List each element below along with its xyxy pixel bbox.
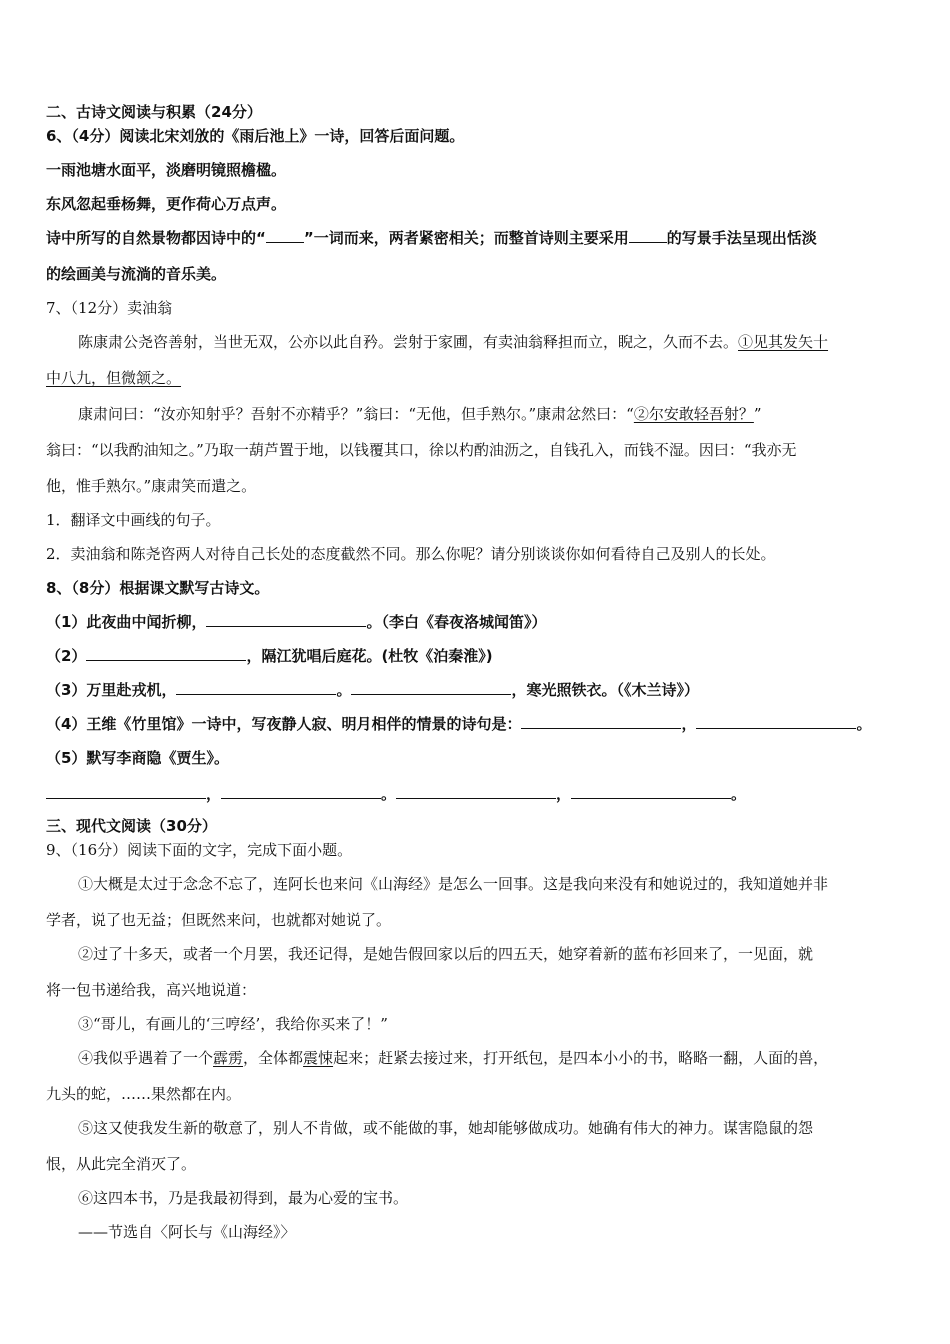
- q9-para-6: ⑥这四本书，乃是我最初得到，最为心爱的宝书。: [78, 1189, 409, 1207]
- q9-para-1-line-2: 学者，说了也无益；但既然来问，也就都对她说了。: [46, 911, 392, 929]
- q8-item-3-blank-1[interactable]: [176, 680, 336, 695]
- q9-para-4-line-1: [78, 1048, 910, 1068]
- q8-item-1: [46, 612, 910, 632]
- q6-stem-text: 6、（4分）阅读北宋刘攽的《雨后池上》一诗，回答后面问题。: [46, 127, 465, 145]
- q8-item-3: [46, 680, 910, 700]
- q8-item-5-sep-3: ，: [556, 785, 572, 803]
- q8-item-5: （5）默写李商隐《贾生》。: [46, 749, 229, 767]
- q8-item-3-text-a: （3）万里赴戎机，: [46, 681, 177, 699]
- q8-item-3-text-b: 。: [336, 681, 352, 699]
- q7-para-2-text-a: 康肃问曰：“汝亦知射乎？吾射不亦精乎？”翁曰：“无他，但手熟尔。”康肃忿然曰：“: [78, 405, 634, 423]
- q8-item-4-text-a: （4）王维《竹里馆》一诗中，写夜静人寂、明月相伴的情景的诗句是：: [46, 715, 522, 733]
- q7-para-1-line-1: [78, 332, 910, 352]
- q8-item-5-blank-2[interactable]: [221, 784, 381, 799]
- q8-item-1-blank[interactable]: [206, 612, 366, 627]
- q8-item-3-blank-2[interactable]: [351, 680, 511, 695]
- section-3-title: 三、现代文阅读（30分）: [46, 817, 217, 835]
- q9-para-4-text-b: ，全体都: [243, 1049, 304, 1067]
- q6-poem-line-2: 东风忽起垂杨舞，更作荷心万点声。: [46, 195, 287, 213]
- section-2-title: 二、古诗文阅读与积累（24分）: [46, 103, 262, 121]
- q7-sub-question-1: 1．翻译文中画线的句子。: [46, 511, 221, 529]
- q8-item-5-blank-3[interactable]: [396, 784, 556, 799]
- q6-question-part-1: 诗中所写的自然景物都因诗中的“: [46, 229, 266, 247]
- q8-item-1-text-b: 。（李白《春夜洛城闻笛》）: [366, 613, 547, 631]
- q6-blank-1[interactable]: [266, 228, 304, 243]
- q6-blank-2[interactable]: [629, 228, 667, 243]
- q8-item-5-sep-4: 。: [731, 785, 747, 803]
- q7-para-2-line-2: 翁曰：“以我酌油知之。”乃取一葫芦置于地，以钱覆其口，徐以杓酌油沥之，自钱孔入，而钱不湿。因曰：“我亦无: [46, 441, 797, 459]
- q9-para-5-line-1: ⑤这又使我发生新的敬意了，别人不肯做，或不能做的事，她却能够做成功。她确有伟大的神力。谋害隐鼠的怨: [78, 1119, 814, 1137]
- q8-item-1-text-a: （1）此夜曲中闻折柳，: [46, 613, 207, 631]
- q8-item-5-answer-line: [46, 784, 910, 804]
- q9-para-5-line-2: 恨，从此完全消灭了。: [46, 1155, 197, 1173]
- q9-para-2-line-1: ②过了十多天，或者一个月罢，我还记得，是她告假回家以后的四五天，她穿着新的蓝布衫回来了，一见面，就: [78, 945, 814, 963]
- q8-item-4-blank-2[interactable]: [696, 714, 856, 729]
- q8-item-2-text-b: ，隔江犹唱后庭花。(杜牧《泊秦淮》): [246, 647, 493, 665]
- q8-item-4-text-c: 。: [856, 715, 872, 733]
- q9-para-2-line-2: 将一包书递给我，高兴地说道：: [46, 981, 257, 999]
- q6-question-part-2: ”一词而来，两者紧密相关；而整首诗则主要采用: [303, 229, 629, 247]
- q9-para-4-line-2: 九头的蛇，……果然都在内。: [46, 1085, 242, 1103]
- q8-item-2-text-a: （2）: [46, 647, 87, 665]
- q9-para-1-line-1: ①大概是太过于念念不忘了，连阿长也来问《山海经》是怎么一回事。这是我向来没有和她说过的，我知道她并非: [78, 875, 829, 893]
- q7-para-1-text: 陈康肃公尧咨善射，当世无双，公亦以此自矜。尝射于家圃，有卖油翁释担而立，睨之，久而不去。: [78, 333, 739, 351]
- q6-question-line-2: 的绘画美与流淌的音乐美。: [46, 265, 227, 283]
- q8-stem: 8、（8分）根据课文默写古诗文。: [46, 579, 270, 597]
- q6-poem-line-1: 一雨池塘水面平，淡磨明镜照檐楹。: [46, 161, 287, 179]
- q8-item-5-sep-1: ，: [206, 785, 222, 803]
- q7-para-2-line-1: [78, 404, 910, 424]
- q8-item-5-sep-2: 。: [381, 785, 397, 803]
- q7-sub-question-2: 2．卖油翁和陈尧咨两人对待自己长处的态度截然不同。那么你呢？请分别谈谈你如何看待自己及别人的长处。: [46, 545, 776, 563]
- q9-para-4-text-c: 起来；赶紧去接过来，打开纸包，是四本小小的书，略略一翻，人面的兽，: [333, 1049, 829, 1067]
- q9-para-4-underlined-2: 震悚: [303, 1049, 334, 1067]
- q7-para-1-line-2: [46, 368, 910, 388]
- q8-item-2-blank[interactable]: [86, 646, 246, 661]
- q9-para-4-text-a: ④我似乎遇着了一个: [78, 1049, 214, 1067]
- q9-stem: 9、（16分）阅读下面的文字，完成下面小题。: [46, 841, 353, 859]
- q8-item-4: [46, 714, 910, 734]
- q6-question-line-1: [46, 228, 910, 248]
- q6-question-part-3: 的写景手法呈现出恬淡: [666, 229, 817, 247]
- q7-stem: 7、（12分）卖油翁: [46, 299, 173, 317]
- q7-underlined-sentence-1b: 中八九，但微颔之。: [46, 369, 182, 387]
- q9-para-3: ③“哥儿，有画儿的‘三哼经’，我给你买来了！”: [78, 1015, 388, 1033]
- q6-stem: [46, 126, 910, 146]
- q8-item-5-blank-1[interactable]: [46, 784, 206, 799]
- q9-para-4-underlined-1: 霹雳: [213, 1049, 244, 1067]
- q8-item-4-text-b: ，: [681, 715, 697, 733]
- q8-item-5-blank-4[interactable]: [571, 784, 731, 799]
- q8-item-3-text-c: ，寒光照铁衣。（《木兰诗》）: [511, 681, 699, 699]
- q9-source: ——节选自〈阿长与《山海经》〉: [78, 1223, 296, 1241]
- q8-item-4-blank-1[interactable]: [521, 714, 681, 729]
- q8-item-2: [46, 646, 910, 666]
- q7-para-2-text-b: ”: [753, 405, 762, 423]
- q7-underlined-sentence-1a: ①见其发矢十: [738, 333, 829, 351]
- q7-underlined-sentence-2: ②尔安敢轻吾射？: [633, 405, 754, 423]
- q7-para-2-line-3: 他，惟手熟尔。”康肃笑而遣之。: [46, 477, 257, 495]
